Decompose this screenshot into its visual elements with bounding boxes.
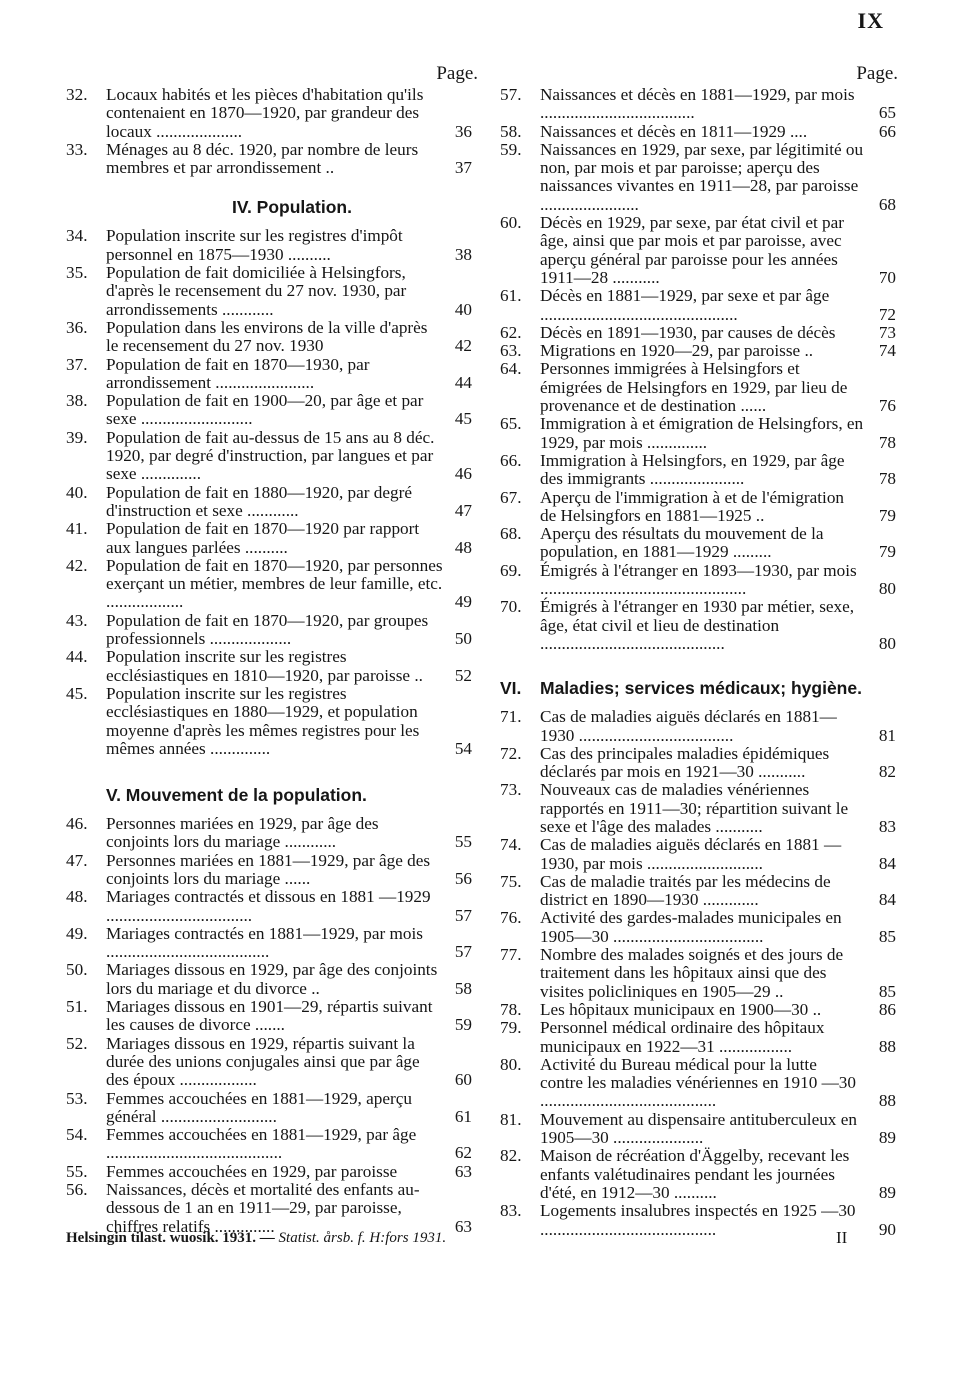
entry-title: Activité des gardes-malades municipales en 1905—30 ................................... [540,908,842,946]
entry-title: Immigration à et émigration de Helsingfors, en 1929, par mois .............. [540,414,864,452]
entry-title: Personnel médical ordinaire des hôpitaux municipaux en 1922—31 ................. [540,1018,825,1056]
toc-entry [66,1163,478,1181]
entry-number: 64. [500,359,522,379]
entry-page: 60 [454,1070,472,1090]
entry-page: 58 [454,978,472,998]
entry-page: 54 [454,738,472,758]
section-heading-movement: V. Mouvement de la population. [106,785,367,806]
entry-page: 37 [454,158,472,178]
toc-entry [66,925,478,962]
entry-number: 46. [66,814,88,834]
entry-title: Nouveaux cas de maladies vénériennes rapportés en 1911—30; répartition suivant le sexe et l'âge des malades ........... [540,780,849,836]
entry-number: 75. [500,871,522,891]
toc-entry [500,324,898,342]
toc-entry [66,1035,478,1090]
entry-title: Immigration à Helsingfors, en 1929, par âge des immigrants ...................... [540,450,845,489]
toc-entry [66,815,478,852]
entry-title: Cas de maladies aiguës déclarés en 1881 —1930, par mois ........................... [540,835,842,873]
entry-title: Ménages au 8 déc. 1920, par nombre de leurs membres et par arrondissement .. [106,139,419,178]
entry-title: Mariages contractés en 1881—1929, par mois ...................................... [106,923,423,962]
toc-entry [500,562,898,599]
entry-number: 32. [66,85,88,104]
entry-title: Mouvement au dispensaire antituberculeux en 1905—30 ..................... [540,1109,857,1148]
toc-entry [66,557,478,612]
entry-number: 53. [66,1088,88,1108]
entry-number: 57. [500,85,522,104]
entry-title: Activité du Bureau médical pour la lutte contre les maladies vénériennes en 1910 —30 ......................................... [540,1054,856,1111]
entry-number: 36. [66,317,88,337]
entry-page: 74 [878,341,896,361]
entry-number: 40. [66,482,88,502]
entry-title: Cas de maladies aiguës déclarés en 1881—1930 .................................... [540,707,837,745]
entry-page: 48 [454,537,472,557]
toc-group-housing [66,86,478,177]
toc-entry [66,961,478,998]
entry-page: 73 [878,322,896,342]
toc-entry [66,484,478,521]
toc-entry [66,392,478,429]
entry-number: 63. [500,341,522,361]
toc-entry [500,1147,898,1202]
section-heading-population: IV. Population. [232,197,352,218]
entry-title: Personnes mariées en 1929, par âge des conjoints lors du mariage ............ [106,814,379,852]
entry-title: Les hôpitaux municipaux en 1900—30 .. [540,999,822,1019]
entry-title: Femmes accouchées en 1881—1929, par âge ......................................... [106,1125,417,1163]
entry-page: 90 [878,1219,896,1239]
entry-number: 37. [66,354,88,374]
entry-page: 38 [454,244,472,264]
section-numeral: VI. [500,678,522,699]
entry-title: Femmes accouchées en 1929, par paroisse [106,1161,398,1181]
toc-entry [500,836,898,873]
toc-entry [500,745,898,782]
entry-title: Personnes immigrées à Helsingfors et émigrées de Helsingfors en 1929, par lieu de provenance et de destination ...... [540,359,848,416]
entry-page: 57 [454,942,472,962]
entry-page: 78 [878,469,896,489]
entry-title: Logements insalubres inspectés en 1925 —30 ......................................... [540,1201,856,1239]
entry-page: 83 [878,816,896,836]
entry-number: 80. [500,1054,522,1074]
entry-title: Population inscrite sur les registres ecclésiastiques en 1880—1929, et population moyenne d'après les mêmes registres pour les mêmes années .............. [106,683,420,758]
entry-page: 63 [454,1161,472,1181]
toc-entry [500,525,898,562]
toc-entry [500,1056,898,1111]
entry-page: 47 [454,500,472,520]
toc-entry [500,873,898,910]
entry-number: 73. [500,780,522,800]
entry-page: 45 [454,409,472,429]
entry-number: 43. [66,610,88,630]
entry-number: 74. [500,835,522,855]
toc-group-movement [66,815,478,1236]
entry-page: 82 [878,762,896,782]
toc-entry [500,342,898,360]
entry-page: 36 [454,121,472,141]
entry-page: 84 [878,853,896,873]
entry-number: 61. [500,286,522,306]
sheet-signature: II [836,1228,848,1247]
entry-title: Population de fait domiciliée à Helsingfors, d'après le recensement du 27 nov. 1930, par arrondissements ............ [106,263,407,319]
toc-entry [500,946,898,1001]
entry-page: 44 [454,372,472,392]
entry-title: Émigrés à l'étranger en 1930 par métier, sexe, âge, état civil et lieu de destination ........................................... [540,597,855,653]
entry-number: 42. [66,555,88,575]
entry-number: 72. [500,743,522,763]
toc-group-medical [500,708,898,1239]
entry-title: Mariages dissous en 1901—29, répartis suivant les causes de divorce ....... [106,997,433,1035]
entry-number: 67. [500,487,522,507]
toc-entry [500,781,898,836]
toc-group-population [66,227,478,758]
entry-title: Cas des principales maladies épidémiques déclarés par mois en 1921—30 ........... [540,743,830,782]
entry-page: 65 [878,103,896,123]
entry-number: 69. [500,560,522,580]
toc-entry [500,452,898,489]
toc-entry [66,520,478,557]
entry-title: Naissances et décès en 1811—1929 .... [540,121,808,141]
section-title: Maladies; services médicaux; hygiène. [540,678,862,699]
entry-page: 88 [878,1036,896,1056]
entry-page: 52 [454,665,472,685]
entry-title: Mariages dissous en 1929, répartis suivant la durée des unions conjugales ainsi que par âge des époux .................. [106,1033,420,1090]
toc-entry [66,888,478,925]
toc-entry [500,415,898,452]
entry-page: 55 [454,832,472,852]
toc-entry [500,909,898,946]
toc-entry [500,86,898,123]
toc-entry [66,319,478,356]
entry-title: Population de fait en 1870—1920 par rapport aux langues parlées .......... [106,519,420,557]
toc-entry [66,1126,478,1163]
entry-number: 51. [66,997,88,1017]
entry-title: Aperçu de l'immigration à et de l'émigration de Helsingfors en 1881—1925 .. [540,487,845,525]
entry-title: Cas de maladie traités par les médecins de district en 1890—1930 ............. [540,871,831,910]
toc-entry [500,598,898,653]
toc-entry [500,1019,898,1056]
toc-entry [66,852,478,889]
entry-number: 45. [66,683,88,703]
entry-title: Décès en 1929, par sexe, par état civil et par âge, ainsi que par mois et par paroisse, avec aperçu général par paroisse pour les années 1911—28 ........... [540,213,844,287]
entry-number: 58. [500,121,522,141]
page-column-heading: Page. [436,63,478,84]
toc-entry [66,1181,478,1236]
entry-number: 38. [66,391,88,411]
entry-number: 65. [500,414,522,434]
entry-page: 86 [878,999,896,1019]
entry-number: 76. [500,908,522,928]
toc-group-movement-continued [500,86,898,653]
footer-series: Statist. årsb. f. H:fors 1931. [278,1230,447,1246]
entry-number: 39. [66,427,88,447]
entry-title: Maison de récréation d'Äggelby, recevant les enfants valétudinaires pendant les journées d'été, en 1912—30 .......... [540,1146,850,1202]
entry-page: 89 [878,1182,896,1202]
entry-page: 79 [878,505,896,525]
entry-title: Population de fait en 1870—1930, par arrondissement ....................... [106,354,370,392]
entry-title: Mariages dissous en 1929, par âge des conjoints lors du mariage et du divorce .. [106,960,438,998]
entry-number: 48. [66,887,88,907]
toc-entry [500,141,898,214]
footer-citation [66,1230,446,1247]
entry-title: Population inscrite sur les registres ecclésiastiques en 1810—1920, par paroisse .. [106,647,423,685]
entry-number: 62. [500,322,522,342]
entry-title: Population de fait en 1870—1920, par groupes professionnels ................... [106,610,429,649]
toc-entry [66,685,478,758]
toc-entry [66,141,478,178]
entry-title: Population de fait en 1870—1920, par personnes exerçant un métier, membres de leur famille, etc. .................. [106,555,443,612]
entry-page: 81 [878,725,896,745]
entry-number: 82. [500,1146,522,1166]
entry-page: 63 [454,1216,472,1236]
footer-printer: Helsingin tilast. wuosik. 1931. — [66,1230,275,1246]
entry-title: Nombre des malades soignés et des jours de traitement dans les hôpitaux ainsi que des visites policliniques en 1905—29 .. [540,945,844,1001]
toc-entry [500,360,898,415]
entry-page: 56 [454,868,472,888]
entry-page: 46 [454,464,472,484]
toc-entry [500,708,898,745]
entry-number: 47. [66,850,88,870]
entry-number: 52. [66,1033,88,1053]
entry-number: 50. [66,960,88,980]
entry-number: 49. [66,923,88,943]
entry-page: 78 [878,432,896,452]
entry-title: Décès en 1891—1930, par causes de décès [540,322,836,342]
entry-number: 35. [66,263,88,283]
entry-title: Naissances et décès en 1881—1929, par mois .................................... [540,85,855,123]
toc-entry [500,1001,898,1019]
toc-entry [66,612,478,649]
toc-entry [66,227,478,264]
toc-entry [500,1111,898,1148]
entry-number: 59. [500,139,522,159]
entry-page: 79 [878,542,896,562]
entry-page: 49 [454,592,472,612]
entry-number: 55. [66,1161,88,1181]
entry-title: Émigrés à l'étranger en 1893—1930, par mois ................................................ [540,560,857,599]
entry-title: Décès en 1881—1929, par sexe et par âge .............................................. [540,286,830,324]
entry-page: 88 [878,1091,896,1111]
entry-number: 70. [500,597,522,617]
entry-page: 40 [454,299,472,319]
page-column-heading: Page. [856,63,898,84]
entry-title: Naissances, décès et mortalité des enfants au-dessous de 1 an en 1911—29, par paroisse, chiffres relatifs .............. [106,1180,420,1236]
entry-page: 80 [878,579,896,599]
entry-page: 61 [454,1106,472,1126]
toc-entry [66,356,478,393]
section-heading-medical [500,653,898,708]
entry-number: 81. [500,1109,522,1129]
entry-number: 41. [66,519,88,539]
entry-title: Population de fait au-dessus de 15 ans au 8 déc. 1920, par degré d'instruction, par langues et par sexe .............. [106,427,435,484]
entry-number: 83. [500,1201,522,1221]
entry-title: Femmes accouchées en 1881—1929, aperçu général ........................... [106,1088,412,1126]
entry-page: 89 [878,1128,896,1148]
entry-number: 56. [66,1180,88,1200]
toc-entry [66,1090,478,1127]
entry-number: 71. [500,707,522,727]
entry-number: 54. [66,1125,88,1145]
toc-entry [500,123,898,141]
entry-page: 57 [454,905,472,925]
entry-page: 72 [878,304,896,324]
entry-number: 77. [500,945,522,965]
entry-title: Naissances en 1929, par sexe, par légitimité ou non, par mois et par paroisse; aperçu des naissances vivantes en 1911—28, par paroisse ....................... [540,139,864,214]
entry-page: 84 [878,890,896,910]
entry-page: 50 [454,629,472,649]
entry-page: 85 [878,926,896,946]
entry-page: 42 [454,336,472,356]
entry-title: Mariages contractés et dissous en 1881 —1929 .................................. [106,887,431,925]
entry-title: Population de fait en 1880—1920, par degré d'instruction et sexe ............ [106,482,412,520]
entry-page: 76 [878,396,896,416]
entry-number: 68. [500,524,522,544]
entry-number: 34. [66,226,88,246]
entry-title: Personnes mariées en 1881—1929, par âge des conjoints lors du mariage ...... [106,850,431,888]
entry-number: 44. [66,647,88,667]
entry-page: 70 [878,267,896,287]
toc-entry [66,429,478,484]
toc-left-column [66,62,478,1236]
entry-title: Migrations en 1920—29, par paroisse .. [540,341,814,361]
toc-entry [66,998,478,1035]
entry-page: 85 [878,981,896,1001]
toc-entry [66,264,478,319]
entry-page: 80 [878,633,896,653]
entry-page: 68 [878,194,896,214]
toc-entry [66,648,478,685]
entry-title: Population inscrite sur les registres d'impôt personnel en 1875—1930 .......... [106,226,403,264]
toc-right-column [500,62,898,1239]
toc-entry [500,489,898,526]
entry-number: 60. [500,213,522,233]
entry-title: Population de fait en 1900—20, par âge et par sexe .......................... [106,391,424,429]
entry-page: 66 [878,121,896,141]
toc-entry [500,287,898,324]
entry-page: 59 [454,1015,472,1035]
entry-title: Aperçu des résultats du mouvement de la population, en 1881—1929 ......... [540,524,824,562]
entry-number: 33. [66,139,88,159]
page-number: IX [857,8,884,33]
entry-number: 66. [500,450,522,470]
toc-entry [500,214,898,287]
entry-number: 78. [500,999,522,1019]
toc-entry [66,86,478,141]
entry-title: Population dans les environs de la ville d'après le recensement du 27 nov. 1930 [106,317,428,356]
entry-number: 79. [500,1018,522,1038]
entry-page: 62 [454,1143,472,1163]
entry-title: Locaux habités et les pièces d'habitation qu'ils contenaient en 1870—1920, par grandeur des locaux .................... [106,85,424,141]
